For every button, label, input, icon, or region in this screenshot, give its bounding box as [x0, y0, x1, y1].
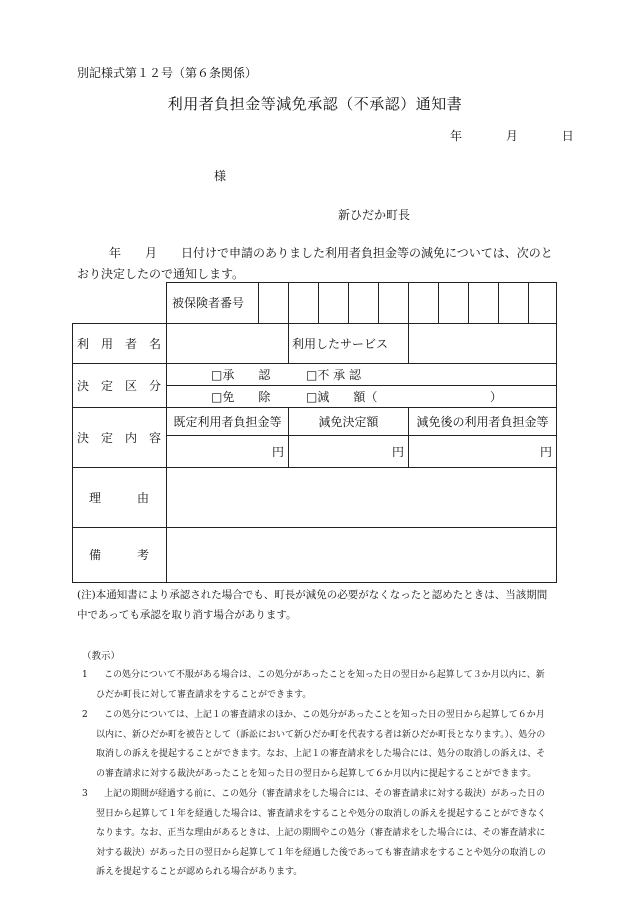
reduction-amount-yen[interactable]: 円: [391, 444, 404, 459]
decision-detail-label: 決 定 内 容: [76, 430, 161, 445]
approval-note: (注)本通知書により承認された場合でも、町長が減免の必要がなくなったと認めたときは、当該期間中であっても承認を取り消す場合があります。: [77, 589, 548, 621]
user-name-input[interactable]: [167, 324, 288, 363]
teaching-text: この処分について不服がある場合は、この処分があったことを知った日の翌日から起算して３か月以内に、新ひだか町長に対して審査請求をすることができます。: [96, 670, 545, 700]
teaching-number: 3: [82, 789, 88, 799]
after-reduction-charge-yen[interactable]: 円: [539, 444, 552, 459]
reason-label: 理 由: [88, 490, 149, 505]
insured-number-input[interactable]: [259, 283, 556, 323]
form-number: 別記様式第１２号（第６条関係）: [77, 66, 258, 80]
service-input[interactable]: [409, 324, 556, 363]
remarks-input[interactable]: [167, 528, 556, 582]
header-standard-charge: 既定利用者負担金等: [173, 414, 282, 429]
date-line: [450, 127, 574, 144]
reason-input[interactable]: [167, 468, 556, 527]
teaching-item: [82, 785, 552, 883]
option-reduce[interactable]: □減 額（: [306, 389, 378, 404]
teaching-number: 2: [82, 710, 88, 720]
standard-charge-yen[interactable]: 円: [271, 444, 284, 459]
header-reduction-amount: 減免決定額: [318, 414, 379, 429]
teaching-number: 1: [82, 670, 88, 680]
decision-category-label: 決 定 区 分: [76, 378, 161, 393]
date-year: 年: [450, 129, 463, 143]
teaching-item: [82, 666, 552, 705]
date-month: 月: [505, 129, 518, 143]
decision-table: [72, 282, 556, 582]
teaching-header: （教示）: [82, 651, 121, 662]
option-exempt[interactable]: □免 除: [211, 389, 271, 404]
insured-number-label: 被保険者番号: [172, 296, 245, 310]
header-after-reduction-charge: 減免後の利用者負担金等: [416, 414, 549, 429]
option-approve[interactable]: □承 認: [211, 367, 271, 382]
addressee-suffix: 様: [214, 169, 227, 183]
date-day: 日: [561, 129, 574, 143]
service-label: 利用したサービス: [292, 336, 389, 351]
option-disapprove[interactable]: □不 承 認: [306, 367, 361, 382]
user-name-label: 利 用 者 名: [76, 336, 161, 351]
body-text: 年 月 日付けで申請のありました利用者負担金等の減免については、次のとおり決定したので通知します。: [77, 246, 553, 281]
remarks-label: 備 考: [88, 548, 149, 562]
issuer: 新ひだか町長: [338, 208, 411, 222]
option-reduce-close-paren: ）: [490, 389, 503, 404]
teaching-text: 上記の期間が経過する前に、この処分（審査請求をした場合には、その審査請求に対する裁決）があった日の翌日から起算して１年を経過した場合は、審査請求をすることや処分の取消しの訴えを提起することができなくなります。なお、正当な理由があるときは、上記の期間やこの処分（審査請求をした場合には、その審査請求に対する裁決）があった日の翌日から起算して１年を経過した後であっても審査請求をすることや処分の取消しの訴えを提起することが認められる場合があります。: [96, 789, 547, 877]
document-title: 利用者負担金等減免承認（不承認）通知書: [167, 95, 463, 113]
teaching-item: [82, 706, 552, 784]
teaching-text: この処分については、上記１の審査請求のほか、この処分があったことを知った日の翌日から起算して６か月以内に、新ひだか町を被告として（訴訟において新ひだか町を代表する者は新ひだか町長となります。）、処分の取消しの訴えを提起することができます。なお、上記１の審査請求をした場合には、処分の取消しの訴えは、その審査請求に対する裁決があったことを知った日の翌日から起算して６か月以内に提起することができます。: [96, 710, 546, 779]
